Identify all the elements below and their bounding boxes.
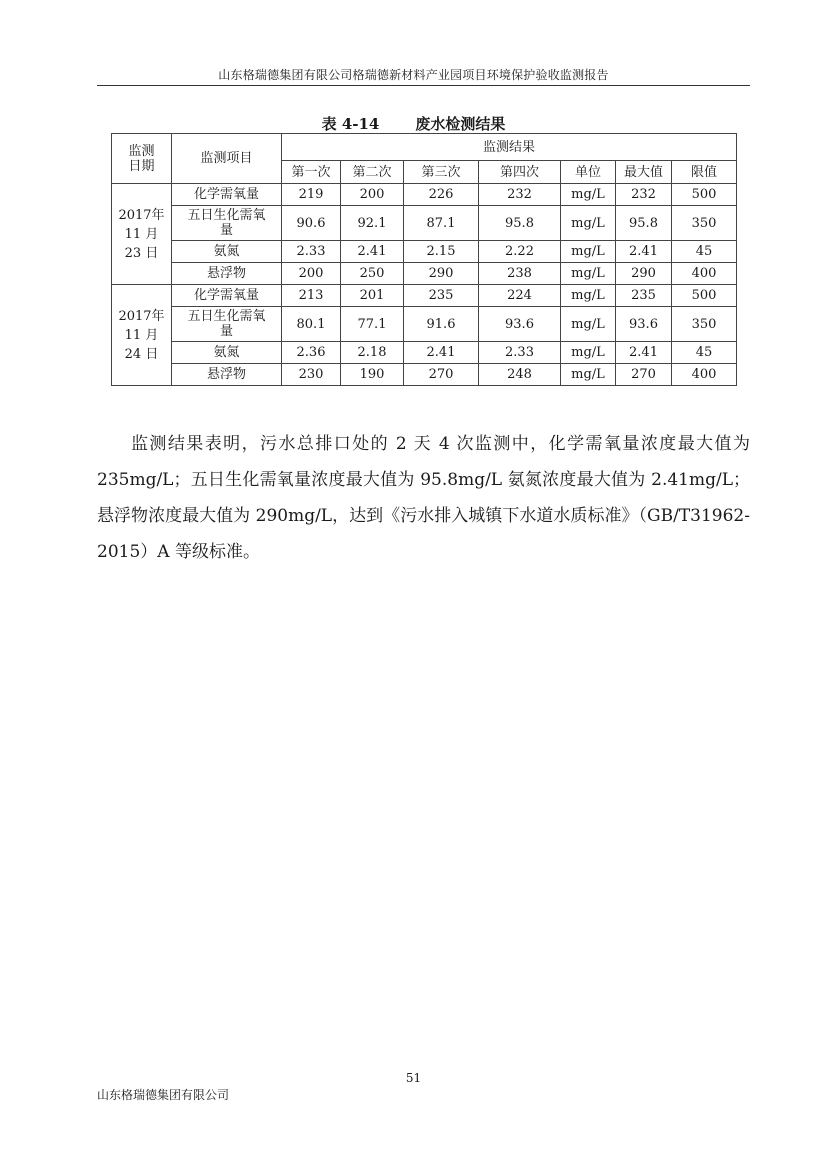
max-cell: 2.41 (616, 342, 672, 364)
max-cell: 290 (616, 263, 672, 285)
value-cell: 219 (282, 184, 341, 206)
value-cell: 232 (479, 184, 561, 206)
value-cell: 2.33 (479, 342, 561, 364)
header-unit: 单位 (561, 161, 616, 184)
header-run-1: 第一次 (282, 161, 341, 184)
value-cell: 248 (479, 364, 561, 386)
max-cell: 235 (616, 285, 672, 307)
item-cell: 化学需氧量 (172, 184, 282, 206)
header-divider (97, 85, 750, 86)
value-cell: 200 (282, 263, 341, 285)
limit-cell: 45 (672, 241, 737, 263)
value-cell: 230 (282, 364, 341, 386)
value-cell: 238 (479, 263, 561, 285)
table-row (112, 307, 737, 342)
table-row (112, 206, 737, 241)
item-cell: 五日生化需氧 量 (172, 206, 282, 241)
value-cell: 235 (404, 285, 479, 307)
max-cell: 93.6 (616, 307, 672, 342)
value-cell: 87.1 (404, 206, 479, 241)
table-row (112, 342, 737, 364)
unit-cell: mg/L (561, 342, 616, 364)
item-cell: 化学需氧量 (172, 285, 282, 307)
value-cell: 226 (404, 184, 479, 206)
header-max: 最大值 (616, 161, 672, 184)
limit-cell: 500 (672, 184, 737, 206)
value-cell: 270 (404, 364, 479, 386)
header-limit: 限值 (672, 161, 737, 184)
max-cell: 232 (616, 184, 672, 206)
value-cell: 224 (479, 285, 561, 307)
table-caption-title: 废水检测结果 (415, 115, 506, 133)
value-cell: 250 (341, 263, 404, 285)
date-cell: 2017年 11 月 24 日 (112, 285, 172, 386)
limit-cell: 350 (672, 307, 737, 342)
table-row (112, 263, 737, 285)
value-cell: 213 (282, 285, 341, 307)
unit-cell: mg/L (561, 364, 616, 386)
value-cell: 80.1 (282, 307, 341, 342)
conclusion-paragraph: 监测结果表明，污水总排口处的 2 天 4 次监测中，化学需氧量浓度最大值为 235mg/L；五日生化需氧量浓度最大值为 95.8mg/L 氨氮浓度最大值为 2.41mg/L；悬浮物浓度最大值为 290mg/L，达到《污水排入城镇下水道水质标准》（GB/T31962-2015）A 等级标准。 (97, 434, 750, 562)
table-caption-number: 表 4-14 (321, 115, 380, 133)
max-cell: 270 (616, 364, 672, 386)
value-cell: 90.6 (282, 206, 341, 241)
table-row (112, 285, 737, 307)
unit-cell: mg/L (561, 241, 616, 263)
unit-cell: mg/L (561, 184, 616, 206)
header-run-2: 第二次 (341, 161, 404, 184)
item-cell: 悬浮物 (172, 364, 282, 386)
wastewater-results-table (111, 133, 737, 386)
value-cell: 290 (404, 263, 479, 285)
footer-company: 山东格瑞德集团有限公司 (97, 1088, 230, 1102)
limit-cell: 500 (672, 285, 737, 307)
unit-cell: mg/L (561, 285, 616, 307)
value-cell: 2.41 (341, 241, 404, 263)
value-cell: 2.15 (404, 241, 479, 263)
max-cell: 2.41 (616, 241, 672, 263)
table-row (112, 364, 737, 386)
value-cell: 2.22 (479, 241, 561, 263)
limit-cell: 400 (672, 364, 737, 386)
value-cell: 201 (341, 285, 404, 307)
page-header-title: 山东格瑞德集团有限公司格瑞德新材料产业园项目环境保护验收监测报告 (218, 68, 609, 82)
value-cell: 200 (341, 184, 404, 206)
value-cell: 93.6 (479, 307, 561, 342)
value-cell: 95.8 (479, 206, 561, 241)
unit-cell: mg/L (561, 307, 616, 342)
value-cell: 190 (341, 364, 404, 386)
table-row (112, 241, 737, 263)
value-cell: 92.1 (341, 206, 404, 241)
value-cell: 77.1 (341, 307, 404, 342)
limit-cell: 400 (672, 263, 737, 285)
value-cell: 91.6 (404, 307, 479, 342)
header-results: 监测结果 (282, 134, 737, 161)
header-run-3: 第三次 (404, 161, 479, 184)
page-number: 51 (405, 1071, 422, 1085)
table-caption (0, 113, 827, 134)
value-cell: 2.36 (282, 342, 341, 364)
value-cell: 2.18 (341, 342, 404, 364)
max-cell: 95.8 (616, 206, 672, 241)
value-cell: 2.41 (404, 342, 479, 364)
limit-cell: 350 (672, 206, 737, 241)
limit-cell: 45 (672, 342, 737, 364)
date-cell: 2017年 11 月 23 日 (112, 184, 172, 285)
item-cell: 悬浮物 (172, 263, 282, 285)
unit-cell: mg/L (561, 263, 616, 285)
header-date: 监测 日期 (112, 134, 172, 184)
header-run-4: 第四次 (479, 161, 561, 184)
item-cell: 氨氮 (172, 241, 282, 263)
unit-cell: mg/L (561, 206, 616, 241)
table-row (112, 184, 737, 206)
item-cell: 五日生化需氧 量 (172, 307, 282, 342)
item-cell: 氨氮 (172, 342, 282, 364)
header-item: 监测项目 (172, 134, 282, 184)
value-cell: 2.33 (282, 241, 341, 263)
